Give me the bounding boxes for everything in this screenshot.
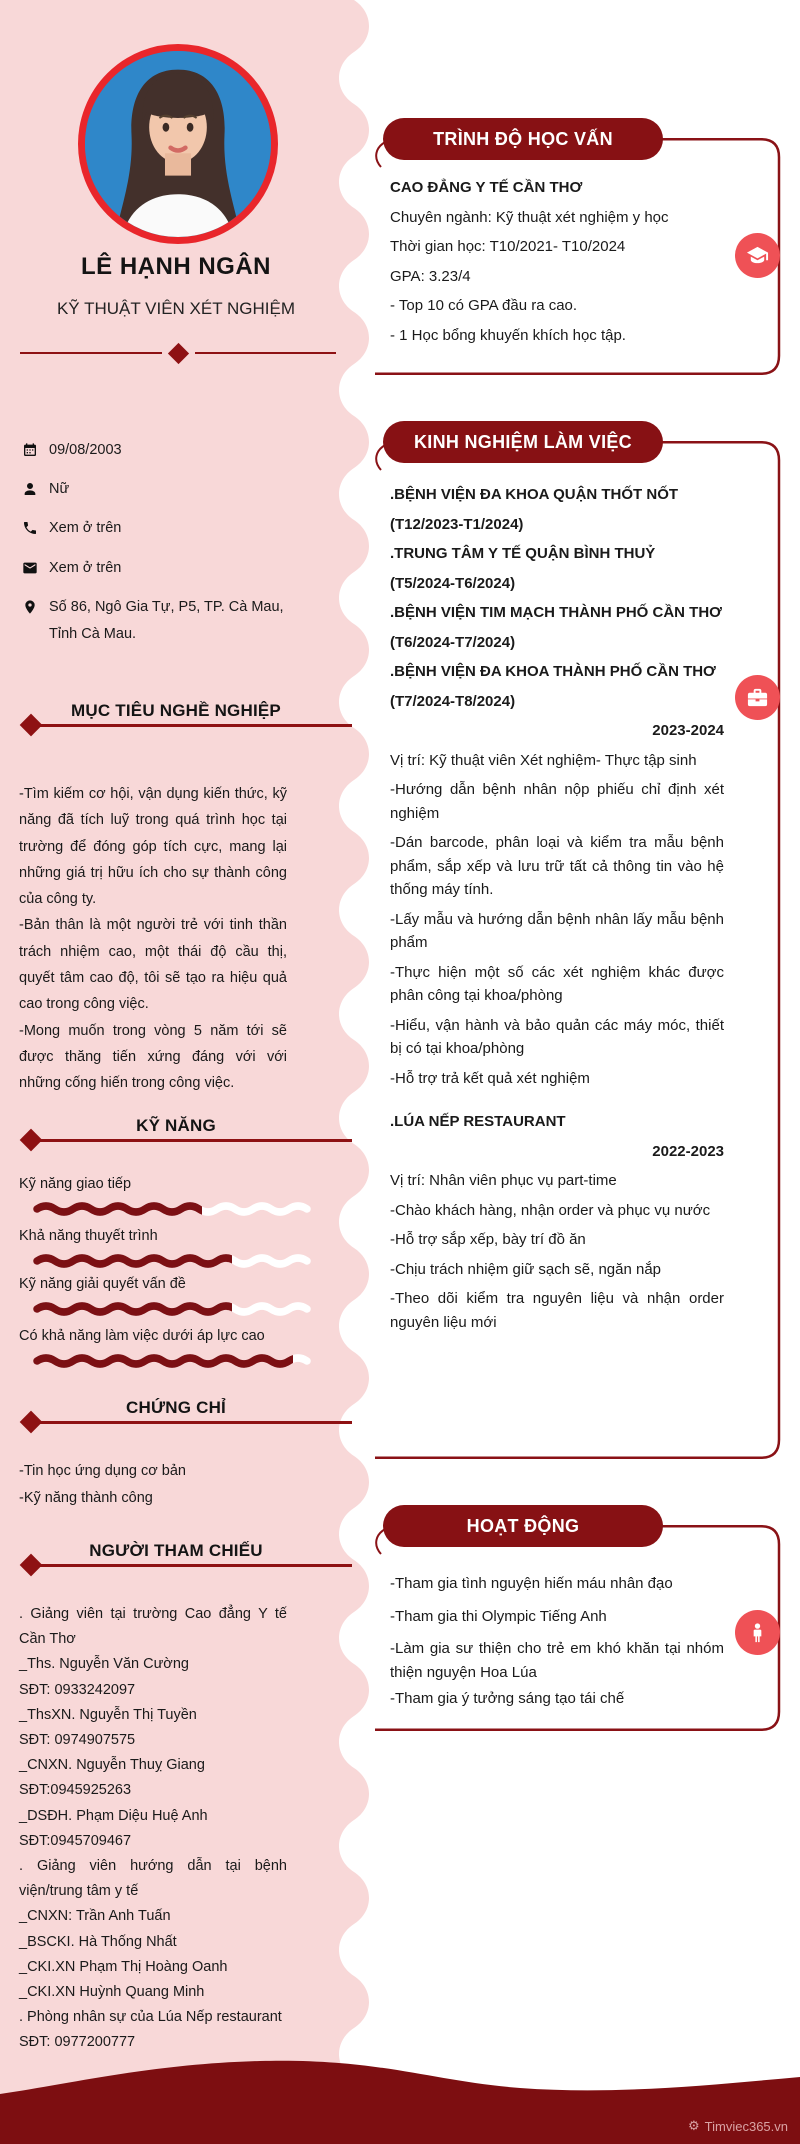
briefcase-icon bbox=[735, 675, 780, 720]
graduation-cap-icon bbox=[735, 233, 780, 278]
experience-period: 2022-2023 bbox=[652, 1142, 724, 1160]
footer-wave bbox=[0, 2048, 800, 2144]
portrait-illustration bbox=[85, 51, 271, 237]
skill-bar bbox=[33, 1301, 325, 1317]
info-address: Số 86, Ngô Gia Tự, P5, TP. Cà Mau, Tỉnh Cà Mau. bbox=[22, 597, 284, 648]
school-name: CAO ĐẲNG Y TẾ CẦN THƠ bbox=[390, 179, 583, 196]
title-divider bbox=[20, 344, 336, 362]
candidate-title: KỸ THUẬT VIÊN XÉT NGHIỆM bbox=[56, 299, 296, 318]
brand-text: Timviec365.vn bbox=[704, 2118, 788, 2134]
info-phone: Xem ở trên bbox=[22, 518, 272, 542]
skill-item: Khả năng thuyết trình bbox=[19, 1228, 319, 1269]
references-list: . Giảng viên tại trường Cao đẳng Y tế Cần Thơ _Ths. Nguyễn Văn Cường SĐT: 0933242097 _ThsXN. Nguyễn Thị Tuyền SĐT: 0974907575 _CNXN. Nguyễn Thuỵ Giang SĐT:0945925263 _DSĐH. Phạm Diệu Huệ Anh SĐT:0945709467 . Giảng viên hướng dẫn tại bệnh viện/trung tâm y tế _CNXN: Trần Anh Tuấn _BSCKI. Hà Thống Nhất _CKI.XN Phạm Thị Hoàng Oanh _CKI.XN Huỳnh Quang Minh . Phòng nhân sự của Lúa Nếp restaurant SĐT: 0977200777 bbox=[19, 1606, 287, 2051]
education-content: CAO ĐẲNG Y TẾ CẦN THƠ Chuyên ngành: Kỹ thuật xét nghiệm y học Thời gian học: T10/2021- T10/2024 GPA: 3.23/4 - Top 10 có GPA đầu ra cao. - 1 Học bổng khuyến khích học tập. bbox=[390, 176, 724, 353]
activities-content: -Tham gia tình nguyện hiến máu nhân đạo -Tham gia thi Olympic Tiếng Anh -Làm gia sư thiện cho trẻ em khó khăn tại nhóm thiện nguyện Hoa Lúa -Tham gia ý tưởng sáng tạo tái chế bbox=[390, 1575, 724, 1707]
certificates-heading: CHỨNG CHỈ bbox=[0, 1398, 352, 1424]
activities-section-header: HOẠT ĐỘNG bbox=[383, 1505, 663, 1547]
employer-name: .LÚA NẾP RESTAURANT bbox=[390, 1113, 566, 1130]
skills-heading: KỸ NĂNG bbox=[0, 1116, 352, 1142]
info-gender: Nữ bbox=[22, 479, 272, 503]
certificates-list: -Tin học ứng dụng cơ bản -Kỹ năng thành công bbox=[19, 1463, 186, 1506]
objective-heading: MỤC TIÊU NGHỀ NGHIỆP bbox=[0, 701, 352, 727]
experience-section-header: KINH NGHIỆM LÀM VIỆC bbox=[383, 421, 663, 463]
phone-icon bbox=[22, 520, 38, 536]
user-icon bbox=[22, 481, 38, 497]
references-heading: NGƯỜI THAM CHIẾU bbox=[0, 1541, 352, 1567]
skill-item: Kỹ năng giao tiếp bbox=[19, 1176, 319, 1217]
objective-text: -Tìm kiếm cơ hội, vận dụng kiến thức, kỹ năng đã tích luỹ trong quá trình học tại trường để đóng góp tích cực, mang lại những giá trị hữu ích cho sự thành công của công ty. -Bản thân là một người trẻ với tinh thần trách nhiệm cao, một thái độ cầu thị, quyết tâm cao độ, tôi sẽ tạo ra hiệu quả cao trong công việc. -Mong muốn trong vòng 5 năm tới sẽ được thăng tiến xứng đáng với với những cống hiến trong công việc. bbox=[19, 786, 287, 1092]
diamond-icon bbox=[167, 342, 188, 363]
skill-bar bbox=[33, 1353, 325, 1369]
skill-item: Có khả năng làm việc dưới áp lực cao bbox=[19, 1328, 319, 1369]
brand-footer bbox=[688, 2118, 788, 2134]
person-icon bbox=[735, 1610, 780, 1655]
sidebar-wave-edge bbox=[338, 0, 372, 2144]
experience-period: 2023-2024 bbox=[652, 722, 724, 739]
gear-icon: ⚙ bbox=[688, 2118, 700, 2133]
location-icon bbox=[22, 599, 38, 615]
skill-bar bbox=[33, 1201, 325, 1217]
skill-bar bbox=[33, 1253, 325, 1269]
profile-photo bbox=[78, 44, 278, 244]
email-icon bbox=[22, 560, 38, 576]
experience-content: .BỆNH VIỆN ĐA KHOA QUẬN THỐT NỐT (T12/2023-T1/2024) .TRUNG TÂM Y TẾ QUẬN BÌNH THUỶ (T5/2024-T6/2024) .BỆNH VIỆN TIM MẠCH THÀNH PHỐ CẦN THƠ (T6/2024-T7/2024) .BỆNH VIỆN ĐA KHOA THÀNH PHỐ CẦN THƠ (T7/2024-T8/2024) 2023-2024 Vị trí: Kỹ thuật viên Xét nghiệm- Thực tập sinh -Hướng dẫn bệnh nhân nộp phiếu chỉ định xét nghiệm -Dán barcode, phân loại và kiểm tra mẫu bệnh phẩm, sắp xếp và lưu trữ tất cả thông tin vào hệ thống máy tính. -Lấy mẫu và hướng dẫn bệnh nhân lấy mẫu bệnh phẩm -Thực hiện một số các xét nghiệm khác được phân công tại khoa/phòng -Hiểu, vận hành và bảo quản các máy móc, thiết bị có tại khoa/phòng -Hỗ trợ trả kết quả xét nghiệm .LÚA NẾP RESTAURANT 2022-2023 Vị trí: Nhân viên phục vụ part-time -Chào khách hàng, nhận order và phục vụ nước -Hỗ trợ sắp xếp, bày trí đồ ăn -Chịu trách nhiệm giữ sạch sẽ, ngăn nắp -Theo dõi kiểm tra nguyên liệu và nhận order nguyên liệu mới bbox=[390, 486, 724, 1331]
education-section-header: TRÌNH ĐỘ HỌC VẤN bbox=[383, 118, 663, 160]
experience-position: Vị trí: Nhân viên phục vụ part-time bbox=[390, 1172, 617, 1189]
candidate-name: LÊ HẠNH NGÂN bbox=[81, 253, 271, 280]
experience-position: Vị trí: Kỹ thuật viên Xét nghiệm- Thực tập sinh bbox=[390, 751, 697, 769]
skill-item: Kỹ năng giải quyết vấn đề bbox=[19, 1276, 319, 1317]
info-email: Xem ở trên bbox=[22, 558, 272, 582]
calendar-icon bbox=[22, 442, 38, 458]
info-birthdate: 09/08/2003 bbox=[22, 440, 272, 464]
